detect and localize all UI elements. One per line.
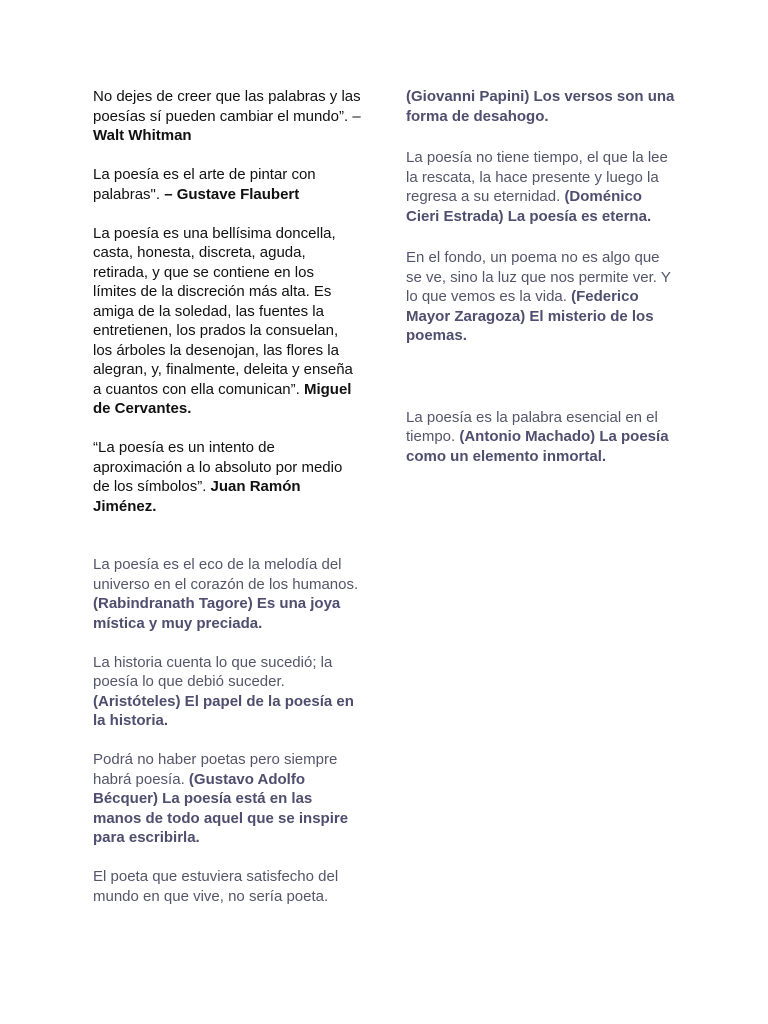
quote-giovanni-papini: (Giovanni Papini) Los versos son una forma de desahogo. <box>406 88 675 125</box>
right-column <box>406 87 678 466</box>
quote-gustave-flaubert: La poesía es el arte de pintar con palabras". – Gustave Flaubert <box>93 166 316 203</box>
quote-antonio-machado: La poesía es la palabra esencial en el tiempo. (Antonio Machado) La poesía como un elemento inmortal. <box>406 408 669 465</box>
quote-poeta-satisfecho: El poeta que estuviera satisfecho del mundo en que vive, no sería poeta. <box>93 868 339 905</box>
quote-federico-mayor-zaragoza: En el fondo, un poema no es algo que se ve, sino la luz que nos permite ver. Y lo que vemos es la vida. (Federico Mayor Zaragoza) El misterio de los poemas. <box>406 249 671 344</box>
left-column <box>93 87 361 906</box>
quote-walt-whitman: No dejes de creer que las palabras y las poesías sí pueden cambiar el mundo”. – Walt Whitman <box>93 88 361 144</box>
quote-gustavo-adolfo-becquer: Podrá no haber poetas pero siempre habrá poesía. (Gustavo Adolfo Bécquer) La poesía está en las manos de todo aquel que se inspire para escribirla. <box>93 751 349 846</box>
quote-aristoteles: La historia cuenta lo que sucedió; la poesía lo que debió suceder. (Aristóteles) El papel de la poesía en la historia. <box>93 653 354 729</box>
quote-rabindranath-tagore: La poesía es el eco de la melodía del universo en el corazón de los humanos. (Rabindranath Tagore) Es una joya mística y muy preciada. <box>93 556 359 632</box>
quote-miguel-de-cervantes: La poesía es una bellísima doncella, casta, honesta, discreta, aguda, retirada, y que se contiene en los límites de la discreción más alta. Es amiga de la soledad, las fuentes la entretienen, los prados la consuelan, los árboles la desenojan, las flores la alegran, y, finalmente, deleita y enseña a cuantos con ella comunican”. Miguel de Cervantes. <box>93 224 353 417</box>
quote-domenico-cieri-estrada: La poesía no tiene tiempo, el que la lee la rescata, la hace presente y luego la regresa a su eternidad. (Doménico Cieri Estrada) La poesía es eterna. <box>406 149 668 225</box>
quote-juan-ramon-jimenez: “La poesía es un intento de aproximación a lo absoluto por medio de los símbolos”. Juan Ramón Jiménez. <box>93 439 343 515</box>
